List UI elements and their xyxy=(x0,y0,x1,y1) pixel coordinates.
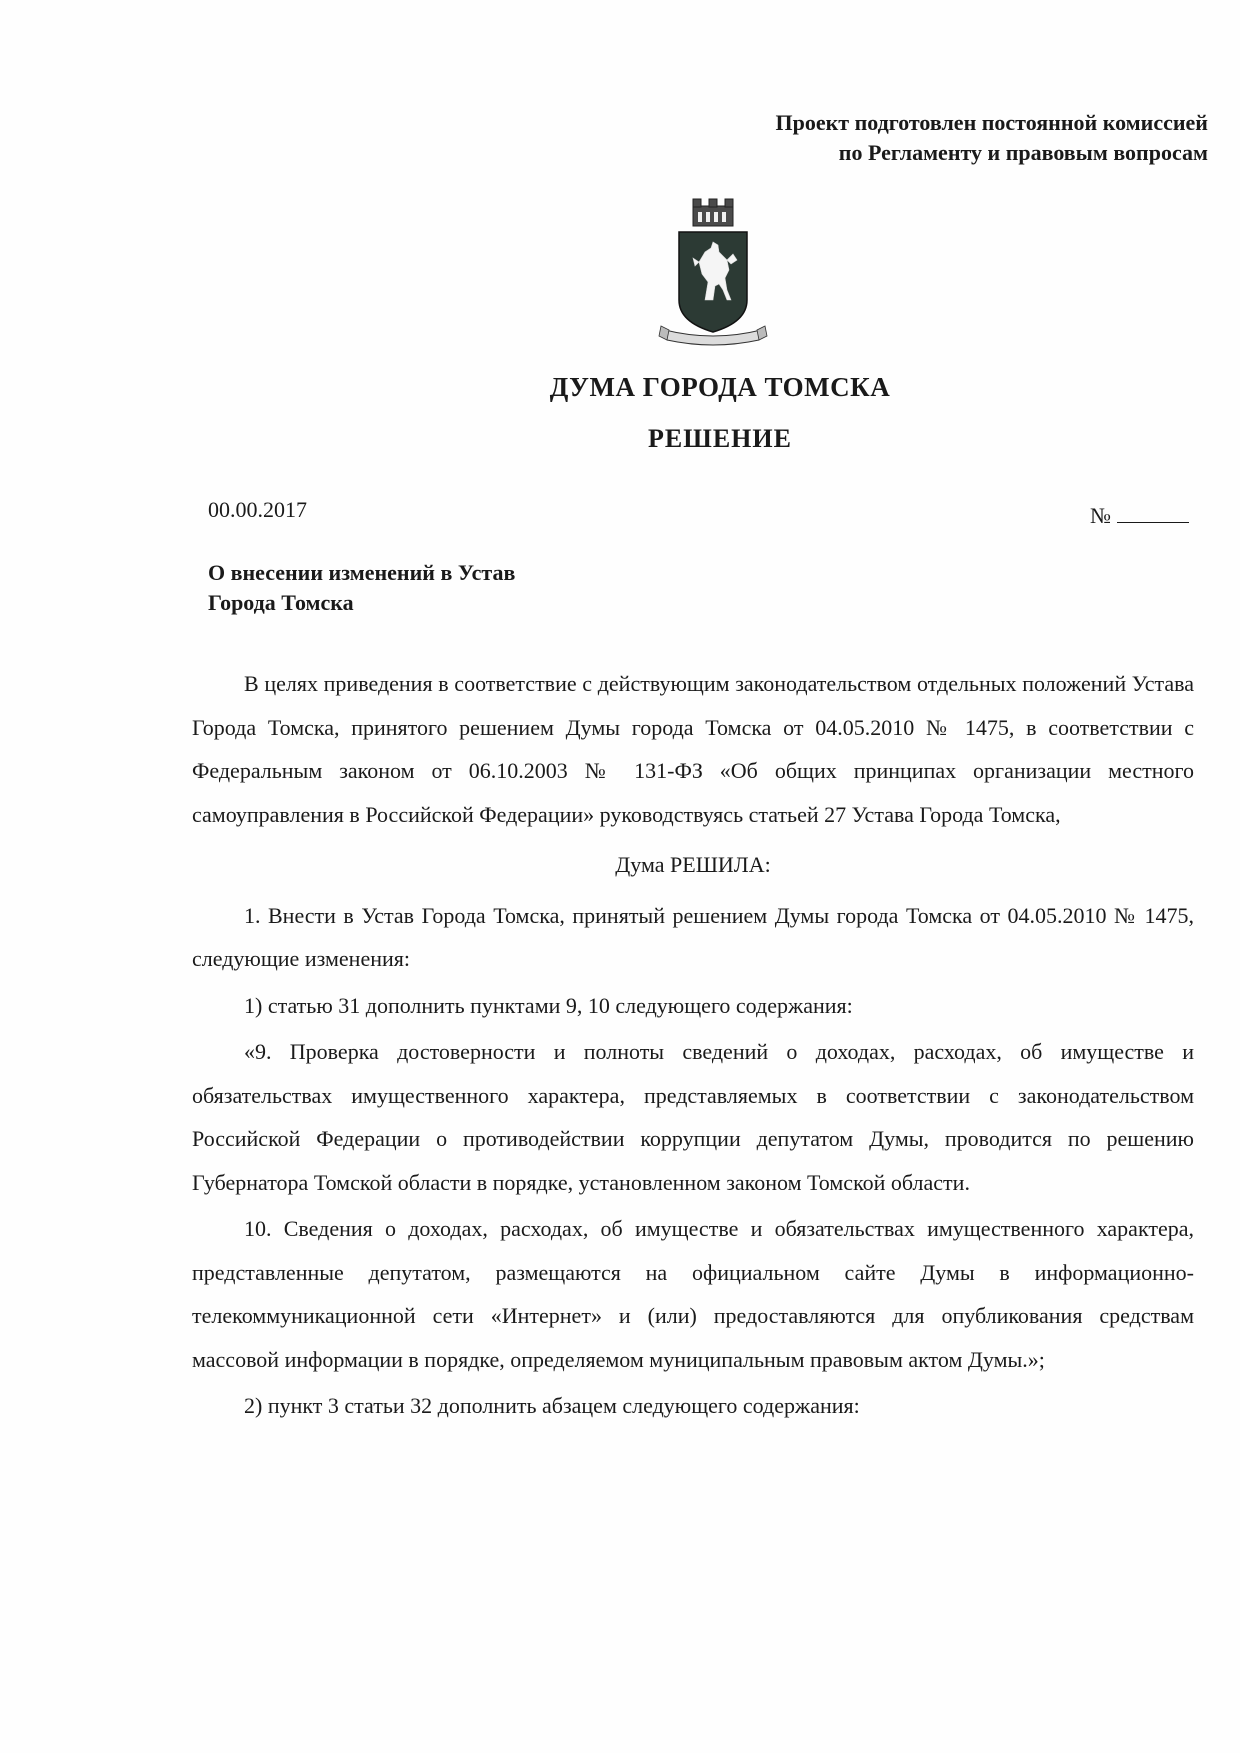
document-number-blank xyxy=(1117,504,1189,523)
document-number xyxy=(1090,503,1189,529)
body-paragraph: 1. Внести в Устав Города Томска, принятый решением Думы города Томска от 04.05.2010 № 1475, следующие изменения: xyxy=(192,902,1194,971)
header-note xyxy=(775,108,1208,168)
resolved-heading: Дума РЕШИЛА: xyxy=(615,852,771,877)
body-paragraph: 2) пункт 3 статьи 32 дополнить абзацем следующего содержания: xyxy=(244,1393,860,1418)
body-paragraph: 10. Сведения о доходах, расходах, об имуществе и обязательствах имущественного характера, представленные депутатом, размещаются на официальном сайте Думы в информационно-телекоммуникационной сети «Интернет» и (или) предоставляются для опубликования средствам массовой информации в порядке, определяемом муниципальным правовым актом Думы.»; xyxy=(192,1216,1194,1372)
body-paragraph: 1) статью 31 дополнить пунктами 9, 10 следующего содержания: xyxy=(244,992,853,1018)
subject-line-2: Города Томска xyxy=(208,590,354,615)
tomsk-coat-of-arms-icon xyxy=(653,190,773,350)
preamble-paragraph: В целях приведения в соответствие с действующим законодательством отдельных положений Устава Города Томска, принятого решением Думы города Томска от 04.05.2010 № 1475, в соответствии с Федеральным законом от 06.10.2003 № 131-ФЗ «Об общих принципах организации местного самоуправления в Российской Федерации» руководствуясь статьей 27 Устава Города Томска, xyxy=(192,671,1194,827)
body-paragraph: «9. Проверка достоверности и полноты сведений о доходах, расходах, об имуществе и обязательствах имущественного характера, представляемых в соответствии с законодательством Российской Федерации о противодействии коррупции депутатом Думы, проводится по решению Губернатора Томской области в порядке, установленном законом Томской области. xyxy=(192,1039,1194,1195)
header-note-line-1: Проект подготовлен постоянной комиссией xyxy=(775,110,1208,135)
subject-line-1: О внесении изменений в Устав xyxy=(208,560,516,585)
header-note-line-2: по Регламенту и правовым вопросам xyxy=(838,140,1208,165)
document-number-label: № xyxy=(1090,503,1111,528)
document-date: 00.00.2017 xyxy=(208,497,307,522)
org-title: ДУМА ГОРОДА ТОМСКА xyxy=(549,372,891,402)
document-subject xyxy=(208,558,515,618)
document-type: РЕШЕНИЕ xyxy=(648,424,792,453)
document-body xyxy=(192,662,1194,1428)
